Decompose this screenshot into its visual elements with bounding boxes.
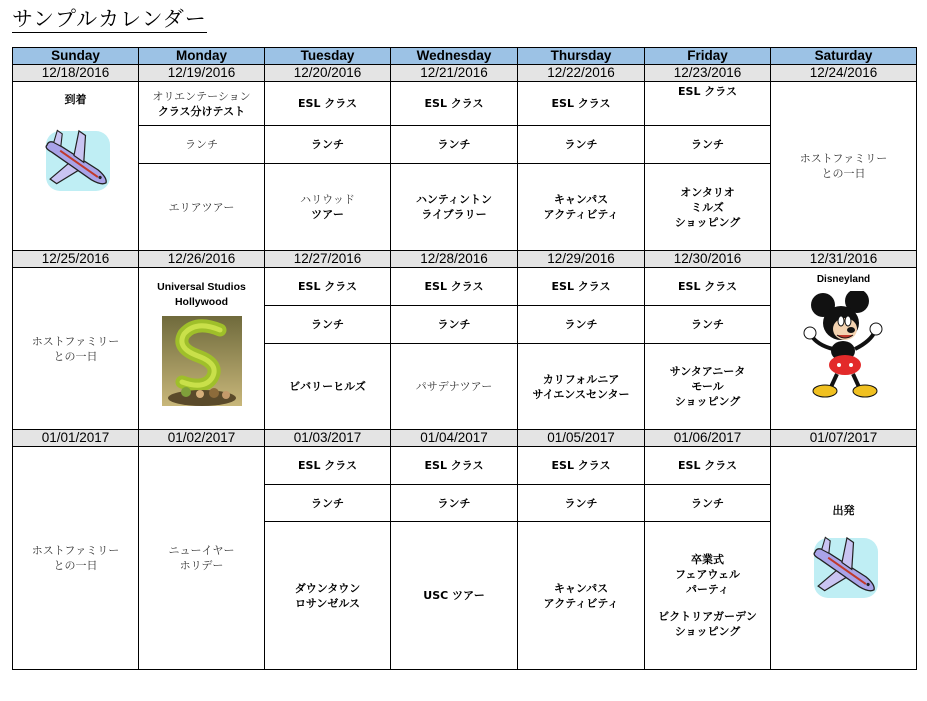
week3-monday-cell xyxy=(139,447,265,670)
event-text: サンタアニータ xyxy=(669,365,746,378)
week1-friday-slot2: ランチ xyxy=(645,126,771,164)
event-text: カリフォルニア xyxy=(542,372,620,386)
date-cell: 12/25/2016 xyxy=(13,251,139,268)
week2-date-row xyxy=(13,251,917,268)
week3-row-a xyxy=(13,447,917,485)
week3-saturday-cell xyxy=(771,447,917,670)
week3-sunday-cell xyxy=(13,447,139,670)
airplane-icon xyxy=(36,125,116,201)
weekday-saturday: Saturday xyxy=(771,48,917,65)
week1-thursday-slot2: ランチ xyxy=(518,126,645,164)
week2-row-a xyxy=(13,268,917,306)
week3-date-row xyxy=(13,430,917,447)
week3-thursday-slot2: ランチ xyxy=(518,485,645,522)
date-cell: 01/04/2017 xyxy=(391,430,518,447)
week2-wednesday-slot3: パサデナツアー xyxy=(391,344,518,430)
date-cell: 12/18/2016 xyxy=(13,65,139,82)
event-text: ショッピング xyxy=(674,215,741,229)
week3-tuesday-slot2: ランチ xyxy=(265,485,391,522)
event-text: ショッピング xyxy=(674,625,741,638)
week2-friday-slot2: ランチ xyxy=(645,306,771,344)
event-text: キャンパス xyxy=(553,581,609,595)
event-text: ショッピング xyxy=(674,395,741,408)
event-text: アクティビティ xyxy=(543,208,619,221)
page-title: サンプルカレンダー xyxy=(12,7,207,31)
event-text: ビクトリアガーデン xyxy=(658,610,757,623)
event-text: ホストファミリー xyxy=(31,544,120,557)
week3-wednesday-slot1: ESL クラス xyxy=(391,447,518,485)
date-cell: 12/24/2016 xyxy=(771,65,917,82)
weekday-tuesday: Tuesday xyxy=(265,48,391,65)
event-text: ハンティントン xyxy=(415,193,493,206)
event-text: サイエンスセンター xyxy=(532,387,630,401)
event-text: パーティ xyxy=(685,583,730,596)
week2-sunday-cell xyxy=(13,268,139,430)
event-text: ライブラリー xyxy=(421,208,487,221)
shrek-poster-image xyxy=(162,316,242,406)
date-cell: 01/07/2017 xyxy=(771,430,917,447)
event-text: Universal Studios xyxy=(157,281,246,293)
date-cell: 12/23/2016 xyxy=(645,65,771,82)
week2-saturday-cell xyxy=(771,268,917,430)
week1-wednesday-slot1: ESL クラス xyxy=(391,82,518,126)
date-cell: 01/05/2017 xyxy=(518,430,645,447)
event-text: ミルズ xyxy=(691,200,724,214)
event-text: ニューイヤー xyxy=(168,544,235,557)
weekday-sunday: Sunday xyxy=(13,48,139,65)
week1-saturday-cell xyxy=(771,82,917,251)
week2-tuesday-slot2: ランチ xyxy=(265,306,391,344)
week2-thursday-slot2: ランチ xyxy=(518,306,645,344)
week1-friday-slot1: ESL クラス xyxy=(645,82,771,126)
week2-wednesday-slot2: ランチ xyxy=(391,306,518,344)
date-cell: 12/22/2016 xyxy=(518,65,645,82)
event-text: ホストファミリー xyxy=(799,152,888,165)
week2-wednesday-slot1: ESL クラス xyxy=(391,268,518,306)
week3-tuesday-slot3 xyxy=(265,522,391,670)
event-text: ロサンゼルス xyxy=(294,596,361,610)
event-text: ツアー xyxy=(311,208,344,221)
weekday-monday: Monday xyxy=(139,48,265,65)
arrival-text: 到着 xyxy=(64,93,87,106)
week1-thursday-slot1: ESL クラス xyxy=(518,82,645,126)
week1-monday-slot2: ランチ xyxy=(139,126,265,164)
week3-friday-slot2: ランチ xyxy=(645,485,771,522)
event-text: ホリデー xyxy=(179,559,224,572)
week2-friday-slot3 xyxy=(645,344,771,430)
date-cell: 12/19/2016 xyxy=(139,65,265,82)
event-text: ホストファミリー xyxy=(31,334,120,348)
week1-row-a xyxy=(13,82,917,126)
date-cell: 12/26/2016 xyxy=(139,251,265,268)
event-text: 卒業式 xyxy=(691,553,724,566)
date-cell: 12/29/2016 xyxy=(518,251,645,268)
date-cell: 01/01/2017 xyxy=(13,430,139,447)
week3-wednesday-slot3: USC ツアー xyxy=(391,522,518,670)
event-text: アクティビティ xyxy=(543,596,619,610)
week1-monday-slot1 xyxy=(139,82,265,126)
weekday-header-row xyxy=(13,48,917,65)
date-cell: 01/03/2017 xyxy=(265,430,391,447)
date-cell: 01/02/2017 xyxy=(139,430,265,447)
week1-friday-slot3 xyxy=(645,164,771,251)
week3-thursday-slot1: ESL クラス xyxy=(518,447,645,485)
week1-sunday-cell xyxy=(13,82,139,251)
date-cell: 12/28/2016 xyxy=(391,251,518,268)
event-text: オンタリオ xyxy=(680,185,735,199)
event-text: Hollywood xyxy=(174,296,229,308)
week3-tuesday-slot1: ESL クラス xyxy=(265,447,391,485)
weekday-wednesday: Wednesday xyxy=(391,48,518,65)
event-text: 出発 xyxy=(832,504,855,517)
date-cell: 01/06/2017 xyxy=(645,430,771,447)
week2-monday-cell xyxy=(139,268,265,430)
event-text: オリエンテーション xyxy=(152,89,251,103)
week2-thursday-slot1: ESL クラス xyxy=(518,268,645,306)
week2-tuesday-slot1: ESL クラス xyxy=(265,268,391,306)
weekday-friday: Friday xyxy=(645,48,771,65)
event-text: との一日 xyxy=(53,559,98,572)
date-cell: 12/21/2016 xyxy=(391,65,518,82)
week1-wednesday-slot2: ランチ xyxy=(391,126,518,164)
week2-tuesday-slot3: ビバリーヒルズ xyxy=(265,344,391,430)
week1-wednesday-slot3 xyxy=(391,164,518,251)
event-text: ハリウッド xyxy=(300,193,355,206)
event-text: フェアウェル xyxy=(674,568,740,581)
event-text: クラス分けテスト xyxy=(157,104,246,118)
event-text: ダウンタウン xyxy=(294,581,361,595)
week1-tuesday-slot2: ランチ xyxy=(265,126,391,164)
week2-friday-slot1: ESL クラス xyxy=(645,268,771,306)
week3-thursday-slot3 xyxy=(518,522,645,670)
mickey-mouse-image xyxy=(801,291,887,399)
event-text: キャンパス xyxy=(553,193,609,206)
event-text: モール xyxy=(691,380,724,393)
date-cell: 12/27/2016 xyxy=(265,251,391,268)
airplane-icon xyxy=(802,532,886,608)
event-text: との一日 xyxy=(821,167,866,180)
week1-tuesday-slot3 xyxy=(265,164,391,251)
week3-wednesday-slot2: ランチ xyxy=(391,485,518,522)
event-text: との一日 xyxy=(53,349,98,363)
calendar-table xyxy=(12,47,917,670)
week1-tuesday-slot1: ESL クラス xyxy=(265,82,391,126)
date-cell: 12/20/2016 xyxy=(265,65,391,82)
week2-thursday-slot3 xyxy=(518,344,645,430)
week1-thursday-slot3 xyxy=(518,164,645,251)
week3-friday-slot3 xyxy=(645,522,771,670)
date-cell: 12/30/2016 xyxy=(645,251,771,268)
week1-monday-slot3: エリアツアー xyxy=(139,164,265,251)
event-text: Disneyland xyxy=(816,274,871,285)
date-cell: 12/31/2016 xyxy=(771,251,917,268)
week3-friday-slot1: ESL クラス xyxy=(645,447,771,485)
week1-date-row xyxy=(13,65,917,82)
weekday-thursday: Thursday xyxy=(518,48,645,65)
